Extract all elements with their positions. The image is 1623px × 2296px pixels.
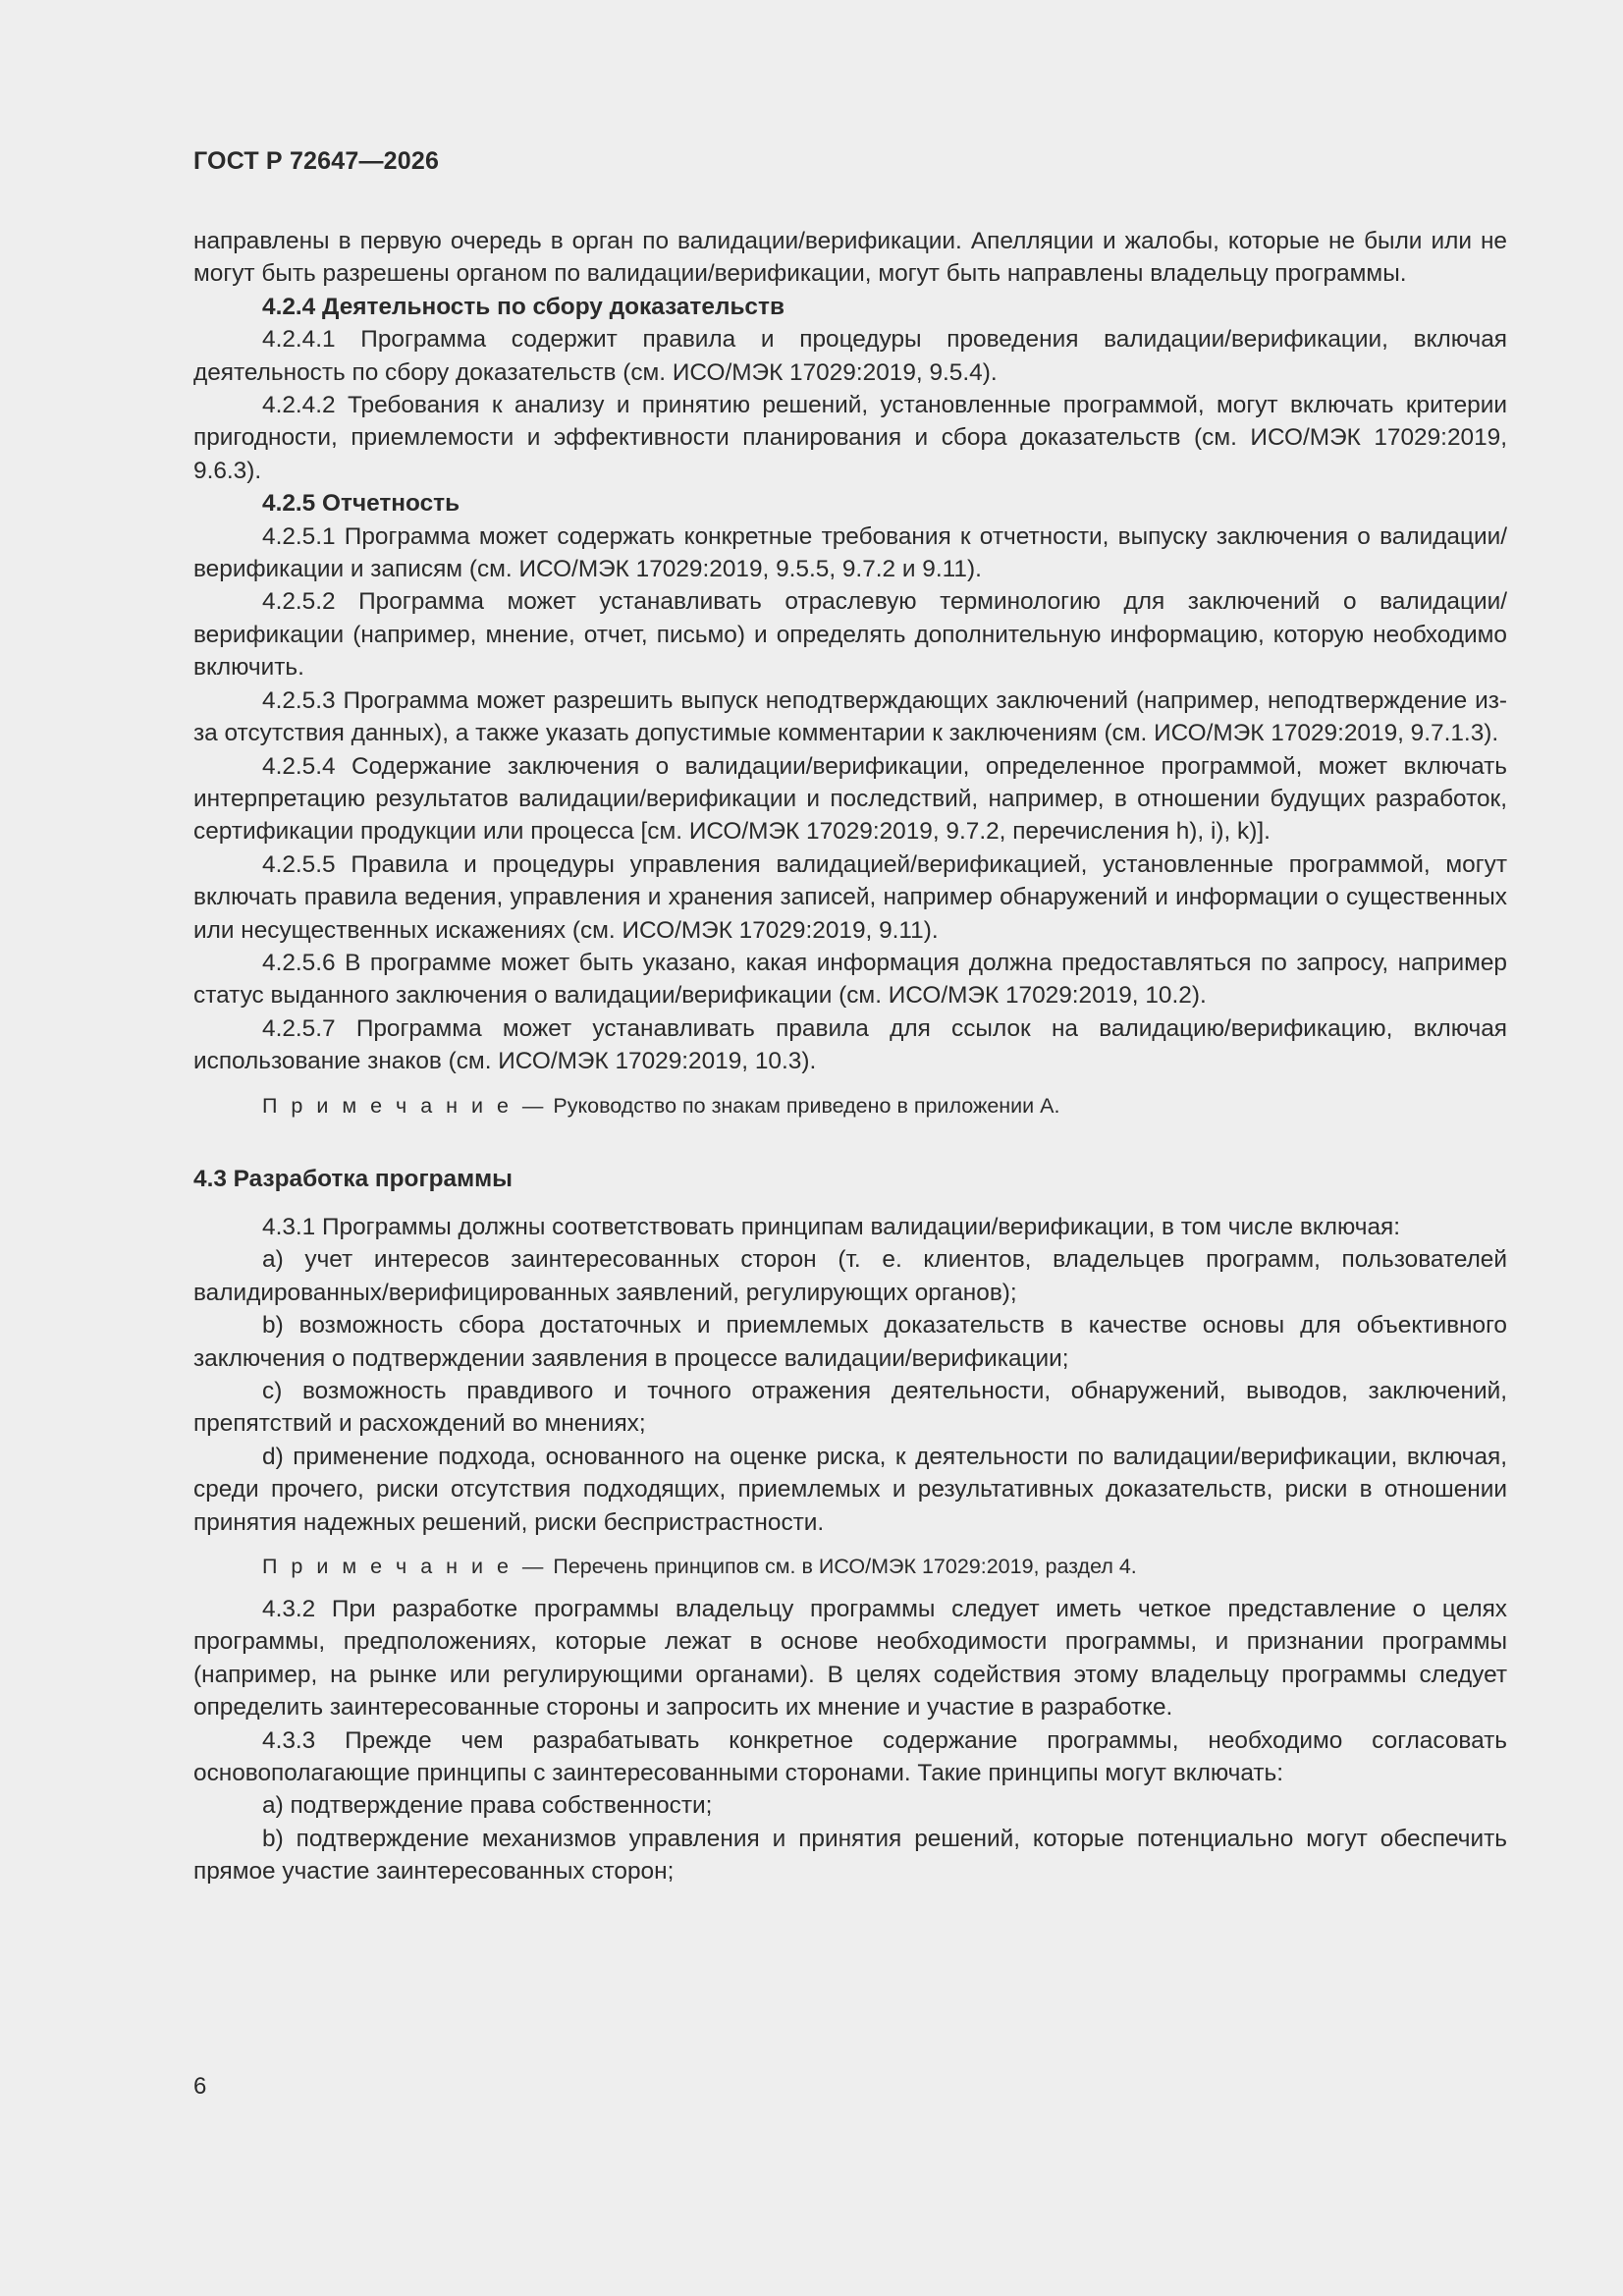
section-heading: 4.3 Разработка программы [193, 1165, 513, 1192]
note-label: П р и м е ч а н и е — [262, 1093, 548, 1118]
list-item: d) применение подхода, основанного на оценке риска, к деятельности по валидации/верификации, включая, среди прочего, риски отсутствия подходящих, приемлемых и результативных доказательств, риски в отношении принятия надежных решений, риски беспристрастности. [193, 1443, 1507, 1536]
list-item: c) возможность правдивого и точного отражения деятельности, обнаружений, выводов, заключений, препятствий и расхождений во мнениях; [193, 1378, 1507, 1438]
paragraph: 4.2.4.1 Программа содержит правила и процедуры проведения валидации/верификации, включая деятельность по сбору доказательств (см. ИСО/МЭК 17029:2019, 9.5.4). [193, 326, 1507, 386]
subsection-heading: 4.2.5 Отчетность [262, 490, 460, 518]
note-text: Перечень принципов см. в ИСО/МЭК 17029:2019, раздел 4. [553, 1555, 1137, 1579]
paragraph: 4.2.5.5 Правила и процедуры управления валидацией/верификацией, установленные программой, могут включать правила ведения, управления и хранения записей, например обнаружений и информации о существенных или несущественных искажениях (см. ИСО/МЭК 17029:2019, 9.11). [193, 850, 1507, 944]
paragraph: 4.3.1 Программы должны соответствовать принципам валидации/верификации, в том числе включая: [262, 1213, 1401, 1240]
paragraph: 4.2.5.1 Программа может содержать конкретные требования к отчетности, выпуску заключения о валидации/верификации и записям (см. ИСО/МЭК 17029:2019, 9.5.5, 9.7.2 и 9.11). [193, 522, 1507, 583]
list-item: b) возможность сбора достаточных и приемлемых доказательств в качестве основы для объективного заключения о подтверждении заявления в процессе валидации/верификации; [193, 1312, 1507, 1372]
paragraph: 4.2.5.4 Содержание заключения о валидации/верификации, определенное программой, может включать интерпретацию результатов валидации/верификации и последствий, например, в отношении будущих разработок, сертификации продукции или процесса [см. ИСО/МЭК 17029:2019, 9.7.2, перечисления h), i), k)]. [193, 752, 1507, 846]
document-header: ГОСТ Р 72647—2026 [193, 147, 440, 175]
paragraph: 4.2.5.7 Программа может устанавливать правила для ссылок на валидацию/верификацию, включая использование знаков (см. ИСО/МЭК 17029:2019, 10.3). [193, 1014, 1507, 1075]
subsection-heading: 4.2.4 Деятельность по сбору доказательств [262, 293, 784, 320]
paragraph: 4.3.3 Прежде чем разрабатывать конкретное содержание программы, необходимо согласовать основополагающие принципы с заинтересованными сторонами. Такие принципы могут включать: [193, 1726, 1507, 1787]
note-label: П р и м е ч а н и е — [262, 1555, 548, 1579]
paragraph: направлены в первую очередь в орган по валидации/верификации. Апелляции и жалобы, которые не были или не могут быть разрешены органом по валидации/верификации, могут быть направлены владельцу программы. [193, 228, 1507, 288]
paragraph: 4.3.2 При разработке программы владельцу программы следует иметь четкое представление о целях программы, предположениях, которые лежат в основе необходимости программы, и признании программы (например, на рынке или регулирующими органами). В целях содействия этому владельцу программы следует определить заинтересованные стороны и запросить их мнение и участие в разработке. [193, 1596, 1507, 1722]
list-item: a) учет интересов заинтересованных сторон (т. е. клиентов, владельцев программ, пользователей валидированных/верифицированных заявлений, регулирующих органов); [193, 1246, 1507, 1306]
paragraph: 4.2.5.2 Программа может устанавливать отраслевую терминологию для заключений о валидации/верификации (например, мнение, отчет, письмо) и определять дополнительную информацию, которую необходимо включить. [193, 588, 1507, 682]
paragraph: 4.2.5.6 В программе может быть указано, какая информация должна предоставляться по запросу, например статус выданного заключения о валидации/верификации (см. ИСО/МЭК 17029:2019, 10.2). [193, 949, 1507, 1010]
page-number: 6 [193, 2073, 207, 2100]
note [193, 1091, 1507, 1121]
document-body [193, 225, 1507, 1888]
paragraph: 4.2.4.2 Требования к анализу и принятию решений, установленные программой, могут включать критерии пригодности, приемлемости и эффективности планирования и сбора доказательств (см. ИСО/МЭК 17029:2019, 9.6.3). [193, 392, 1507, 484]
paragraph: 4.2.5.3 Программа может разрешить выпуск неподтверждающих заключений (например, неподтверждение из-за отсутствия данных), а также указать допустимые комментарии к заключениям (см. ИСО/МЭК 17029:2019, 9.7.1.3). [193, 686, 1507, 747]
note-text: Руководство по знакам приведено в приложении А. [553, 1093, 1060, 1118]
note [193, 1552, 1507, 1581]
list-item: b) подтверждение механизмов управления и принятия решений, которые потенциально могут обеспечить прямое участие заинтересованных сторон; [193, 1825, 1507, 1886]
list-item: a) подтверждение права собственности; [262, 1792, 713, 1820]
